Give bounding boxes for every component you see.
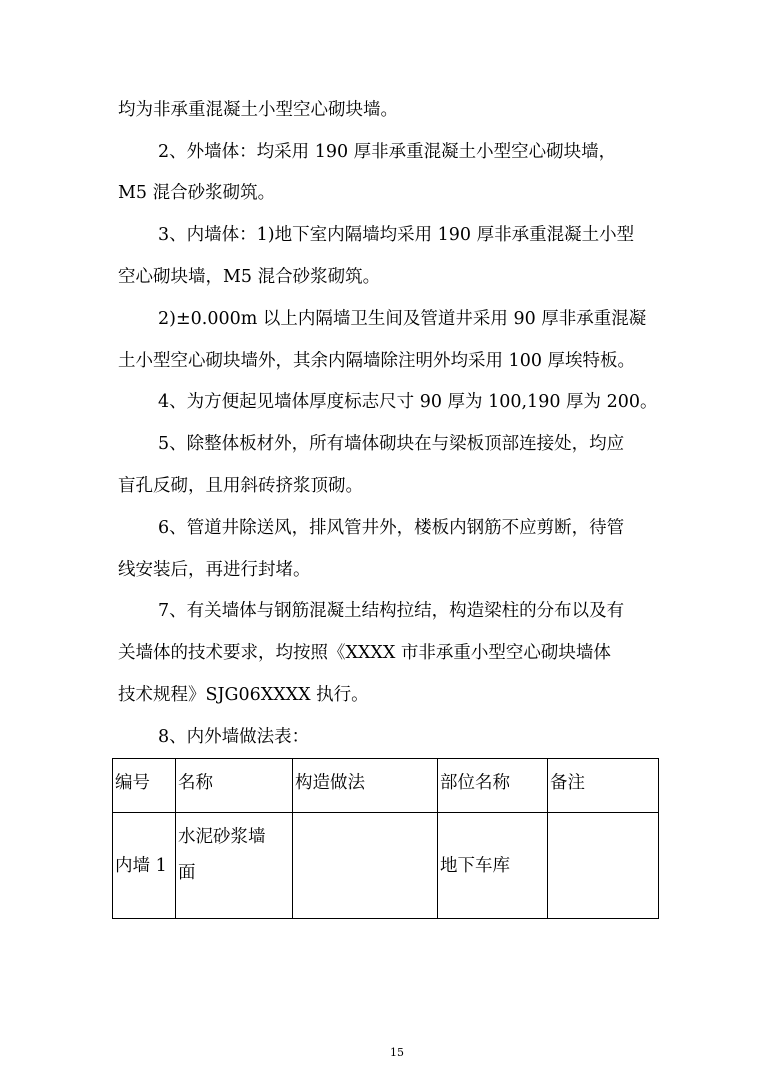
cell-name: [176, 813, 293, 919]
paragraph-line: 技术规程》SJG06XXXX 执行。: [118, 685, 369, 705]
header-cell: 构造做法: [293, 759, 438, 813]
header-cell: 名称: [176, 759, 293, 813]
paragraph-line: 线安装后，再进行封堵。: [118, 560, 311, 580]
paragraph-line: 空心砌块墙，M5 混合砂浆砌筑。: [118, 267, 381, 287]
paragraph-line: 5、除整体板材外，所有墙体砌块在与梁板顶部连接处，均应: [158, 434, 625, 454]
paragraph-line: 2)±0.000m 以上内隔墙卫生间及管道井采用 90 厚非承重混凝: [158, 309, 647, 329]
cell-name-line: 水泥砂浆墙: [178, 827, 266, 847]
paragraph-line: 3、内墙体：1)地下室内隔墙均采用 190 厚非承重混凝土小型: [158, 225, 635, 245]
wall-method-table: [112, 758, 659, 919]
cell-note: [548, 813, 659, 919]
table-row: [113, 813, 659, 919]
page-number: 15: [390, 1046, 404, 1059]
paragraph-line: 8、内外墙做法表：: [158, 727, 310, 747]
cell-name-line: 面: [178, 863, 196, 883]
paragraph-line: 关墙体的技术要求，均按照《XXXX 市非承重小型空心砌块墙体: [118, 643, 611, 663]
header-cell: 编号: [113, 759, 176, 813]
paragraph-line: M5 混合砂浆砌筑。: [118, 183, 276, 203]
paragraph-line: 4、为方便起见墙体厚度标志尺寸 90 厚为 100,190 厚为 200。: [158, 392, 658, 412]
paragraph-line: 2、外墙体：均采用 190 厚非承重混凝土小型空心砌块墙，: [158, 142, 617, 162]
paragraph-line: 6、管道井除送风，排风管井外，楼板内钢筋不应剪断，待管: [158, 518, 625, 538]
header-cell: 备注: [548, 759, 659, 813]
cell-method: [293, 813, 438, 919]
paragraph-line: 7、有关墙体与钢筋混凝土结构拉结，构造梁柱的分布以及有: [158, 601, 625, 621]
paragraph-line: 盲孔反砌，且用斜砖挤浆顶砌。: [118, 476, 363, 496]
cell-location: 地下车库: [438, 813, 548, 919]
cell-id: 内墙 1: [113, 813, 176, 919]
paragraph-line: 土小型空心砌块墙外，其余内隔墙除注明外均采用 100 厚埃特板。: [118, 351, 636, 371]
table-header-row: [113, 759, 659, 813]
paragraph-line: 均为非承重混凝土小型空心砌块墙。: [118, 100, 398, 120]
header-cell: 部位名称: [438, 759, 548, 813]
